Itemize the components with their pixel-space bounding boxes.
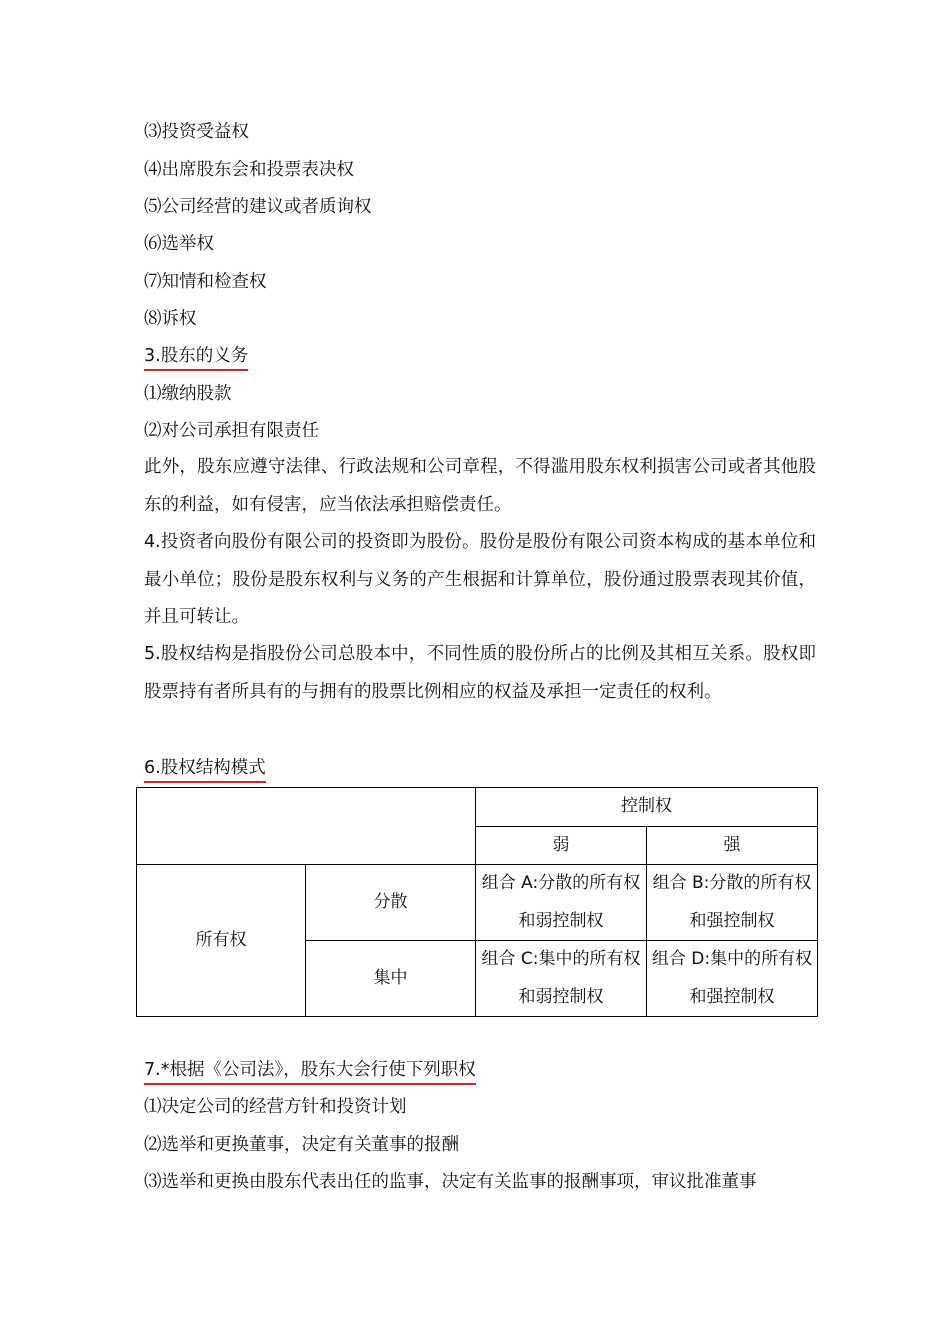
obligation-item-2: ⑵对公司承担有限责任 bbox=[144, 421, 319, 441]
right-item-7: ⑺知情和检查权 bbox=[144, 272, 267, 292]
right-item-5: ⑸公司经营的建议或者质询权 bbox=[144, 197, 372, 217]
obligations-note: 此外，股东应遵守法律、行政法规和公司章程，不得滥用股东权利损害公司或者其他股东的利益，如有侵害，应当依法承担赔偿责任。 bbox=[144, 457, 816, 515]
obligations-heading-line bbox=[144, 344, 248, 371]
structure-heading-line bbox=[144, 756, 266, 783]
powers-heading-line bbox=[144, 1058, 476, 1085]
table-corner-cell bbox=[137, 788, 476, 865]
obligation-item-1: ⑴缴纳股款 bbox=[144, 384, 232, 404]
combination-b-cell: 组合 B:分散的所有权和强控制权 bbox=[647, 865, 818, 941]
right-item-6: ⑹选举权 bbox=[144, 234, 214, 254]
ownership-concentrated-label: 集中 bbox=[306, 941, 476, 1017]
structure-heading: 6.股权结构模式 bbox=[144, 756, 266, 783]
power-item-2: ⑵选举和更换董事，决定有关董事的报酬 bbox=[144, 1135, 459, 1155]
power-item-1: ⑴决定公司的经营方针和投资计划 bbox=[144, 1097, 407, 1117]
power-item-3: ⑶选举和更换由股东代表出任的监事，决定有关监事的报酬事项，审议批准董事 bbox=[144, 1172, 757, 1192]
control-strong-header: 强 bbox=[647, 826, 818, 865]
combination-c-cell: 组合 C:集中的所有权和弱控制权 bbox=[476, 941, 647, 1017]
ownership-control-table bbox=[136, 787, 818, 1017]
combination-a-cell: 组合 A:分散的所有权和弱控制权 bbox=[476, 865, 647, 941]
right-item-3: ⑶投资受益权 bbox=[144, 122, 249, 142]
right-item-8: ⑻诉权 bbox=[144, 309, 197, 329]
ownership-header: 所有权 bbox=[137, 865, 306, 1017]
control-header: 控制权 bbox=[476, 788, 818, 827]
powers-heading: 7.*根据《公司法》，股东大会行使下列职权 bbox=[144, 1058, 476, 1085]
item4-paragraph: 4.投资者向股份有限公司的投资即为股份。股份是股份有限公司资本构成的基本单位和最小单位；股份是股东权利与义务的产生根据和计算单位，股份通过股票表现其价值，并且可转让。 bbox=[144, 532, 816, 627]
right-item-4: ⑷出席股东会和投票表决权 bbox=[144, 160, 354, 180]
combination-d-cell: 组合 D:集中的所有权和强控制权 bbox=[647, 941, 818, 1017]
item5-paragraph: 5.股权结构是指股份公司总股本中，不同性质的股份所占的比例及其相互关系。股权即股票持有者所具有的与拥有的股票比例相应的权益及承担一定责任的权利。 bbox=[144, 644, 816, 702]
ownership-dispersed-label: 分散 bbox=[306, 865, 476, 941]
obligations-heading: 3.股东的义务 bbox=[144, 344, 248, 371]
control-weak-header: 弱 bbox=[476, 826, 647, 865]
